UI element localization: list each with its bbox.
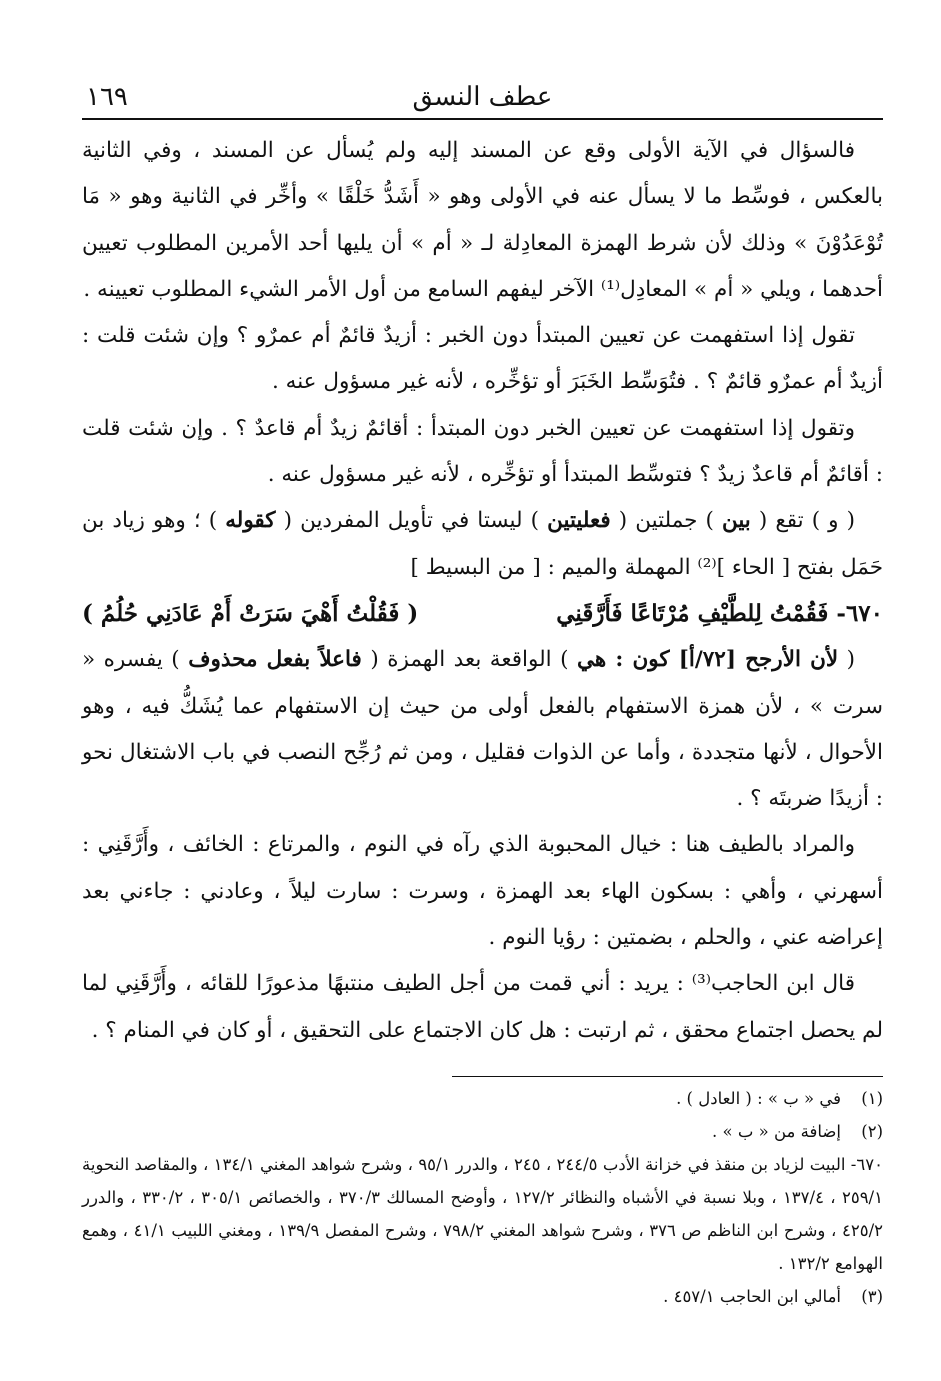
p4-bold-2: فعليتين xyxy=(547,508,611,534)
footnote-3-number: (٣) xyxy=(861,1287,883,1306)
paragraph-4 xyxy=(82,498,883,591)
p4-text-4: ) ؛ وهو زياد بن حَمَل بفتح [ الحاء ]⁽²⁾ المهملة والميم : [ من البسيط ] xyxy=(82,508,883,580)
footnote-2-text: إضافة من « ب » . xyxy=(712,1122,841,1141)
main-text xyxy=(82,128,883,1054)
p4-text-1: ( و ) تقع ( xyxy=(750,508,856,534)
paragraph-7: قال ابن الحاجب⁽³⁾ : يريد : أني قمت من أجل الطيف منتبهًا مذعورًا للقائه ، وأَرَّقَنِي لما لم يحصل اجتماع محقق ، ثم ارتبت : هل كان الاجتماع على التحقيق ، أو كان في المنام ؟ . xyxy=(82,971,883,1043)
running-title: عطف النسق xyxy=(412,82,553,112)
p5-text-1: ( xyxy=(838,647,856,673)
verse-second-hemistich: ( فَقُلْتُ أَهْيَ سَرَتْ أَمْ عَادَنِي حُلُمُ ) xyxy=(82,599,419,627)
footnote-2-number: (٢) xyxy=(861,1122,883,1141)
poetry-verse xyxy=(82,591,883,637)
page-number: ١٦٩ xyxy=(86,82,128,112)
footnote-3-text: أمالي ابن الحاجب ٤٥٧/١ . xyxy=(663,1287,841,1306)
p4-text-3: ) ليستا في تأويل المفردين ( xyxy=(275,508,548,534)
paragraph-3: وتقول إذا استفهمت عن تعيين الخبر دون المبتدأ : أقائمٌ زيدٌ أم قاعدٌ ؟ . وإن شئت قلت : أقائمٌ أم قاعدٌ زيدٌ ؟ فتوسِّط المبتدأ أو تؤخِّره ، لأنه غير مسؤول عنه . xyxy=(82,415,883,488)
p4-text-2: ) جملتين ( xyxy=(610,508,722,534)
p5-bold-2: فاعلاً بفعل محذوف xyxy=(188,647,362,673)
verse-first-hemistich: ٦٧٠- فَقُمْتُ لِلطَّيْفِ مُرْتَاعًا فَأَرَّقَنِي xyxy=(556,599,883,627)
p4-bold-3: كقوله xyxy=(225,508,276,534)
footnotes xyxy=(82,1082,883,1313)
footnote-1 xyxy=(82,1082,883,1115)
p5-text-2: ) الواقعة بعد الهمزة ( xyxy=(361,647,577,673)
footnote-1-text: في « ب » : ( العادل ) . xyxy=(676,1089,841,1108)
footnote-2 xyxy=(82,1115,883,1148)
p5-text-3: ) يفسره « سرت » ، لأن همزة الاستفهام بالفعل أولى من حيث إن الاستفهام عما يُشَكُّ فيه ، وهو الأحوال ، لأنها متجددة ، وأما عن الذوات فقليل ، ومن ثم رُجِّح النصب في باب الاشتغال نحو : أزيدًا ضربتَه ؟ . xyxy=(82,647,883,812)
footnote-separator xyxy=(452,1076,883,1077)
paragraph-6: والمراد بالطيف هنا : خيال المحبوبة الذي رآه في النوم ، والمرتاع : الخائف ، وأَرَّقَنِي : أسهرني ، وأهي : بسكون الهاء بعد الهمزة ، وسرت : سارت ليلاً ، وعادني : جاءني بعد إعراضه عني ، والحلم ، بضمتين : رؤيا النوم . xyxy=(82,832,883,951)
paragraph-2: تقول إذا استفهمت عن تعيين المبتدأ دون الخبر : أزيدٌ قائمٌ أم عمرٌو ؟ وإن شئت قلت : أزيدٌ أم عمرٌو قائمٌ ؟ . فتُوَسِّط الخَبَرَ أو تؤخِّره ، لأنه غير مسؤول عنه . xyxy=(82,323,883,395)
page-header xyxy=(82,78,883,120)
footnote-3 xyxy=(82,1280,883,1313)
paragraph-5 xyxy=(82,637,883,822)
footnote-670: ٦٧٠- البيت لزياد بن منقذ في خزانة الأدب ٢٤٤/٥ ، ٢٤٥ ، والدرر ٩٥/١ ، وشرح شواهد المغني ١٣٤/١ ، والمقاصد النحوية ٢٥٩/١ ، ١٣٧/٤ ، وبلا نسبة في الأشباه والنظائر ١٢٧/٢ ، وأوضح المسالك ٣٧٠/٣ ، والخصائص ٣٠٥/١ ، ٣٣٠/٢ ، والدرر ٤٢٥/٢ ، وشرح ابن الناظم ص ٣٧٦ ، وشرح شواهد المغني ٧٩٨/٢ ، وشرح المفصل ١٣٩/٩ ، ومغني اللبيب ٤١/١ ، وهمع الهوامع ١٣٢/٢ . xyxy=(82,1155,883,1273)
paragraph-1: فالسؤال في الآية الأولى وقع عن المسند إليه ولم يُسأل عن المسند ، وفي الثانية بالعكس ، فوسِّط ما لا يسأل عنه في الأولى وهو « أَشَدُّ خَلْقًا » وأخِّر في الثانية وهو « مَا تُوْعَدُوْنَ » وذلك لأن شرط الهمزة المعادِلة لـ « أم » أن يليها أحد الأمرين المطلوب تعيين أحدهما ، ويلي « أم » المعادِل⁽¹⁾ الآخر ليفهم السامع من أول الأمر الشيء المطلوب تعيينه . xyxy=(82,138,883,302)
p4-bold-1: بين xyxy=(721,508,751,534)
footnote-1-number: (١) xyxy=(861,1089,883,1108)
p5-bold-1: لأن الأرجح [٧٢/أ] كون : هي xyxy=(576,647,839,673)
